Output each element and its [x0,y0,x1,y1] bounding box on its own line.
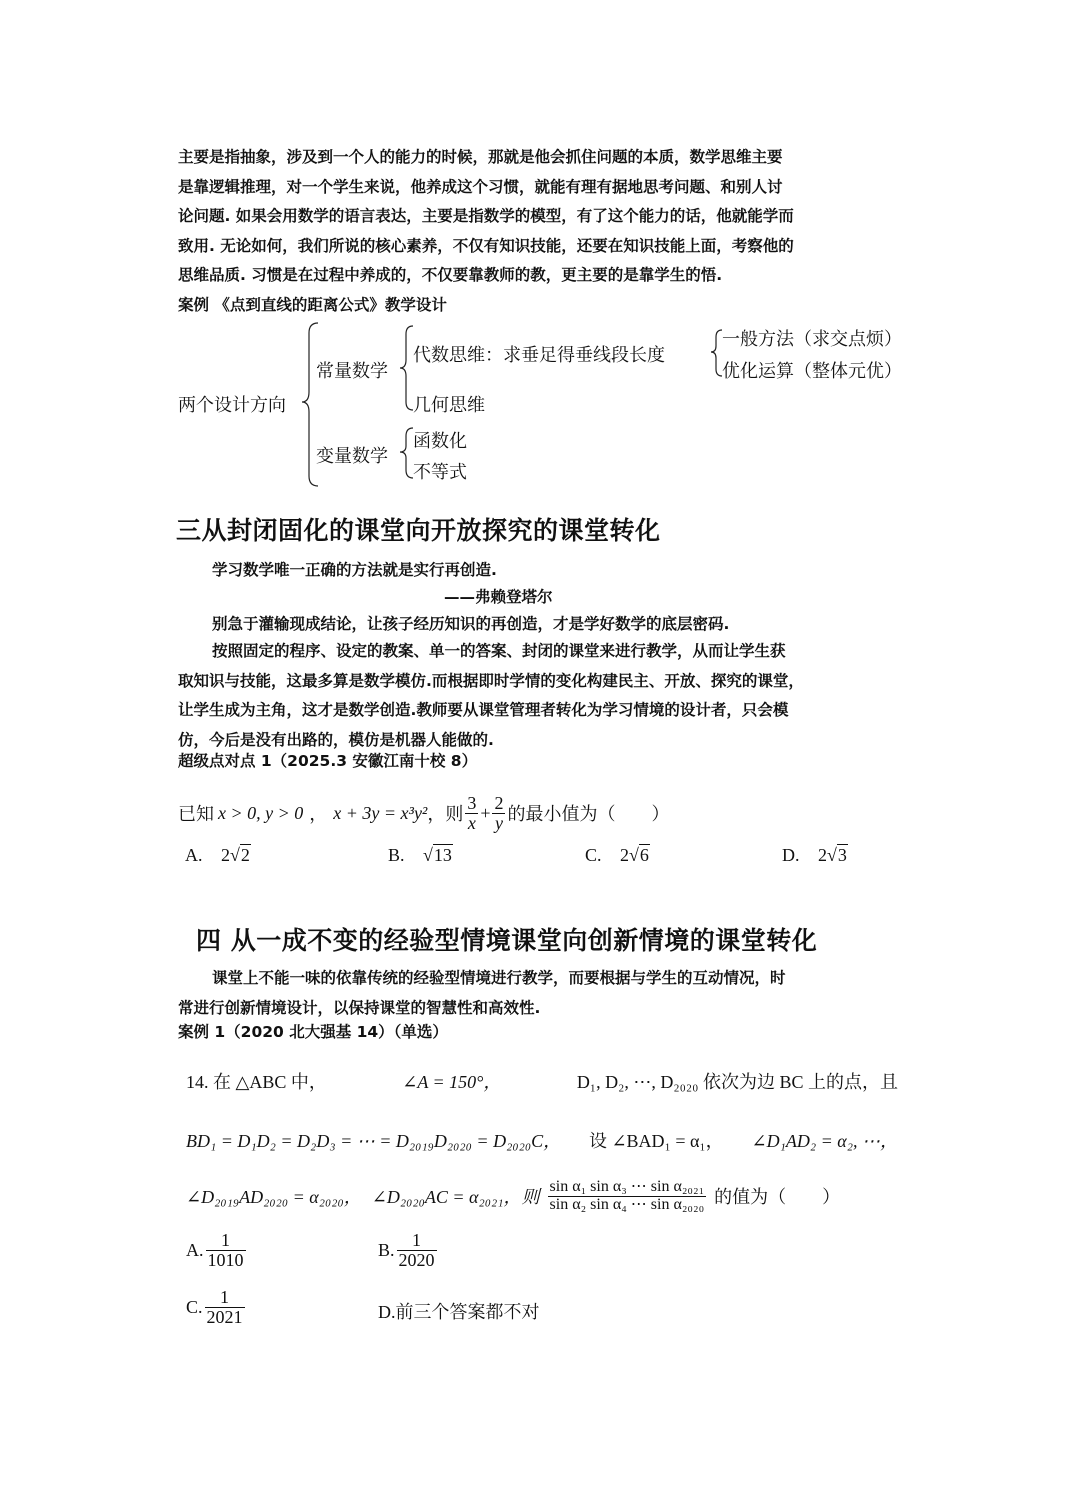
option-radicand: 13 [433,845,452,865]
option-label: C. [585,845,602,865]
problem2-ratio [548,1179,707,1214]
frac1-num: 3 [467,792,477,813]
tree-general-method: 一般方法（求交点烦） [722,329,902,350]
section3-paragraph [178,637,913,755]
tree-constant-math: 常量数学 [316,361,388,382]
option-label: C. [186,1296,203,1317]
brace-root [302,323,318,486]
option-a-frac [206,1231,246,1270]
frac-den: 2021 [206,1306,243,1327]
option-radicand: 3 [837,845,847,865]
problem1-suffix: 的最小值为（ ） [507,804,670,824]
section3-quote: 学习数学唯一正确的方法就是实行再创造. [212,561,497,579]
problem2-points: D₁, D₂, ⋯, D₂₀₂₀ 依次为边 BC 上的点，且 [576,1072,898,1092]
section3-heading: 三从封闭固化的课堂向开放探究的课堂转化 [176,516,661,545]
section4-para-line: 课堂上不能一味的依靠传统的经验型情境进行教学，而要根据与学生的互动情况，时 [212,969,786,987]
ratio-numerator: sin α₁ sin α₃ ⋯ sin α₂₀₂₁ [549,1177,705,1195]
option-label: B. [388,845,405,865]
problem2-question: 的值为（ ） [714,1187,841,1207]
option-c-frac [205,1288,245,1327]
problem1-statement: 已知 x > 0, y > 0 ， x + 3y = x³y² ，则 $\frac{3}{x}$ + $\frac{2}{y}$ 的最小值为（ ） [178,792,670,833]
ratio-denominator: sin α₂ sin α₄ ⋯ sin α₂₀₂₀ [549,1195,705,1213]
problem1-equation: x + 3y = x³y² [333,802,428,823]
problem2-alpha2021: ∠D₂₀₂₀AC = α₂₀₂₁，则 [371,1187,540,1207]
intro-line: 致用. 无论如何，我们所说的核心素养，不仅有知识技能，还要在知识技能上面，考察他的 [178,236,794,255]
problem2-line-2 [186,1127,898,1153]
section4-label: 案例 1（2020 北大强基 14）（单选） [178,1023,448,1041]
problem2-line-1 [186,1068,898,1094]
frac-den: 2020 [398,1249,435,1270]
tree-algebra-thinking: 代数思维：求垂足得垂线段长度 [413,345,665,366]
problem1-option-a[interactable]: A. 2√2 [185,845,250,865]
brace-algebra [711,330,722,376]
option-label: D. [782,845,800,865]
problem2-number: 14. [186,1072,209,1092]
section3-quote-author: ——弗赖登塔尔 [444,588,553,606]
option-radicand: 2 [240,845,250,865]
section3-para-line: 取知识与技能，这最多算是数学模仿.而根据即时学情的变化构建民主、开放、探究的课堂， [178,671,804,690]
option-label: B. [378,1239,395,1260]
option-coef: 2 [620,845,630,865]
frac-num: 1 [206,1231,246,1251]
option-radicand: 6 [639,845,649,865]
problem2-option-c[interactable] [186,1288,247,1327]
intro-line: 论问题. 如果会用数学的语言表达，主要是指数学的模型，有了这个能力的话，他就能学而 [178,207,794,225]
problem2-alpha1: 设 ∠BAD₁ = α₁， [588,1131,724,1151]
tree-optimized-method: 优化运算（整体元优） [722,361,902,382]
tree-root: 两个设计方向 [178,395,286,416]
problem1-option-b[interactable]: B. √13 [388,845,452,865]
tree-variable-math: 变量数学 [316,446,388,467]
brace-variable [400,428,413,478]
problem2-option-a[interactable] [186,1231,248,1270]
option-coef: 2 [221,845,230,865]
section3-label: 超级点对点 1（2025.3 安徽江南十校 8） [178,752,478,770]
problem1-prefix: 已知 [178,804,214,824]
problem1-frac-1 [465,794,478,833]
case-title: 案例 《点到直线的距离公式》教学设计 [178,295,447,314]
option-label: A. [185,845,203,865]
section3-para-line: 仿，今后是没有出路的，模仿是机器人能做的. [178,730,494,749]
problem2-alpha2020: ∠D₂₀₁₉AD₂₀₂₀ = α₂₀₂₀， [186,1187,362,1207]
frac-num: 1 [205,1288,245,1308]
brace-constant [400,326,413,410]
section3-para-line: 按照固定的程序、设定的教案、单一的答案、封闭的课堂来进行教学，从而让学生获 [212,642,786,660]
problem2-text: 在 △ABC 中， [213,1072,327,1092]
problem2-alpha2: ∠D₁AD₂ = α₂, ⋯， [751,1131,898,1151]
problem1-then: ，则 [427,804,464,824]
intro-line: 思维品质. 习惯是在过程中养成的，不仅要靠教师的教，更主要的是靠学生的悟. [178,266,723,284]
section4-paragraph [178,964,913,1023]
tree-inequality: 不等式 [413,462,467,483]
problem1-plus: + [480,802,491,823]
intro-line: 是靠逻辑推理，对一个学生来说，他养成这个习惯，就能有理有据地思考问题、和别人讨 [178,177,783,196]
frac1-den: x [467,812,476,833]
section3-para-line: 让学生成为主角，这才是数学创造.教师要从课堂管理者转化为学习情境的设计者，只会模 [178,701,789,719]
frac2-den: y [494,812,503,833]
problem1-condition: x > 0, y > 0 [218,802,304,823]
intro-line: 主要是指抽象，涉及到一个人的能力的时候，那就是他会抓住问题的本质，数学思维主要 [178,148,783,166]
problem2-equal-segments: BD₁ = D₁D₂ = D₂D₃ = ⋯ = D₂₀₁₉D₂₀₂₀ = D₂₀₂₀C， [186,1131,562,1151]
tree-geometry-thinking: 几何思维 [413,395,485,416]
option-coef: 2 [818,845,827,865]
section4-para-line: 常进行创新情境设计，以保持课堂的智慧性和高效性. [178,998,541,1017]
frac-den: 1010 [207,1249,244,1270]
problem1-option-c[interactable]: C. 2√6 [585,845,649,865]
option-b-frac [397,1231,437,1270]
frac2-num: 2 [494,792,504,813]
problem2-angle-a: ∠A = 150°， [402,1072,502,1092]
tree-function: 函数化 [413,431,467,452]
frac-num: 1 [397,1231,437,1251]
problem1-option-d[interactable]: D. 2√3 [782,845,847,865]
problem2-option-d[interactable]: D.前三个答案都不对 [378,1302,540,1322]
section3-line: 别急于灌输现成结论，让孩子经历知识的再创造，才是学好数学的底层密码. [212,615,730,633]
option-label: A. [186,1239,204,1260]
intro-paragraph [178,143,908,320]
problem1-frac-2 [492,794,505,833]
problem2-line-3 [186,1170,840,1222]
section4-heading: 四 从一成不变的经验型情境课堂向创新情境的课堂转化 [196,926,818,955]
problem2-option-b[interactable] [378,1231,439,1270]
